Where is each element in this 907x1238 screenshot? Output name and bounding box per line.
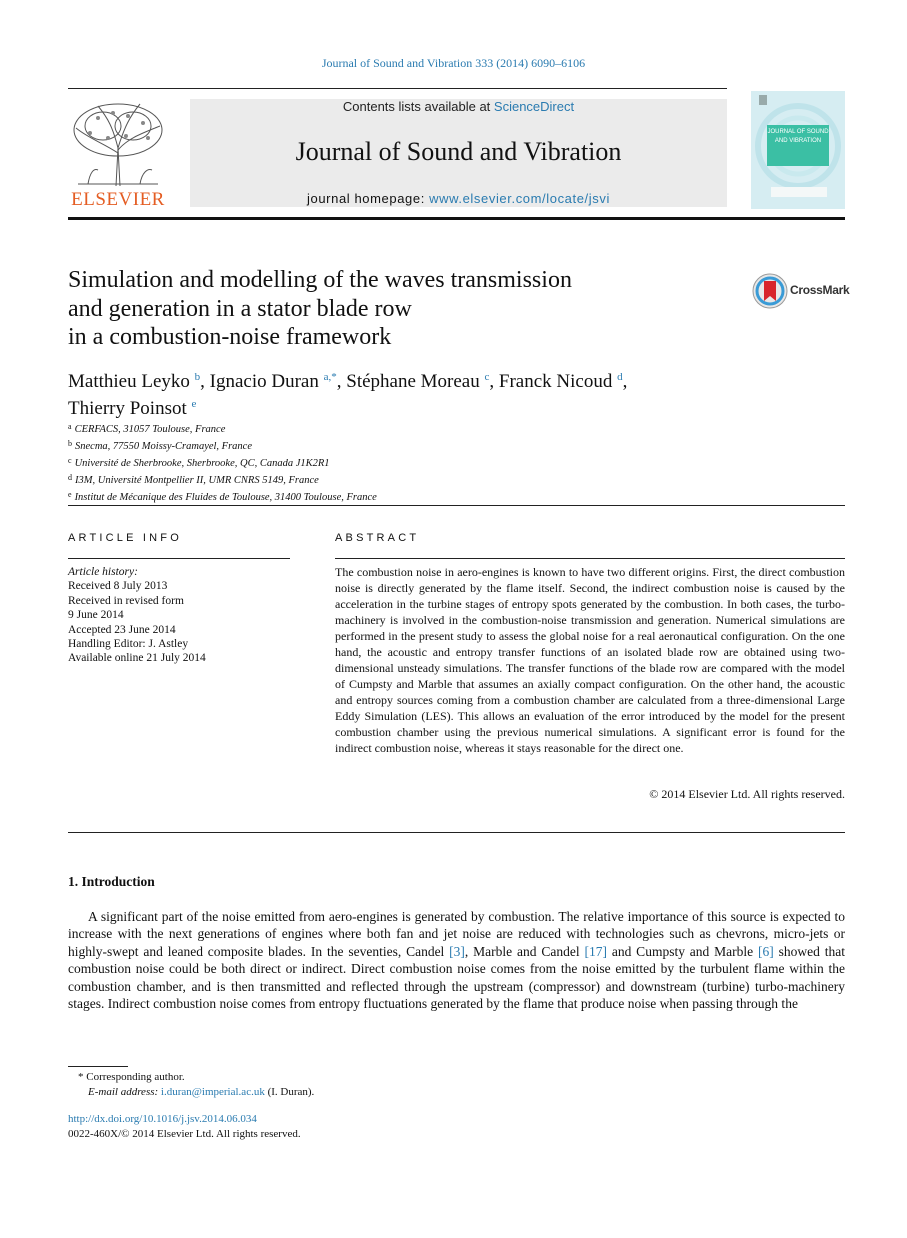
history-item: Accepted 23 June 2014 (68, 623, 176, 636)
contents-label: Contents lists available at (342, 99, 494, 114)
history-item: Received 8 July 2013 (68, 580, 168, 593)
sciencedirect-link[interactable]: ScienceDirect (493, 99, 575, 114)
affiliation-key: c (68, 456, 72, 465)
title-line: Simulation and modelling of the waves transmission (68, 267, 572, 293)
affiliation-key: d (68, 473, 72, 482)
doi-block (68, 1112, 301, 1141)
author-affil-marker[interactable]: b (194, 371, 201, 383)
author-name[interactable]: Stéphane Moreau (346, 371, 480, 392)
author-separator: , (336, 371, 347, 392)
affiliation (68, 488, 768, 505)
history-label: Article history: (68, 566, 138, 578)
elsevier-tree-icon (68, 98, 168, 188)
homepage-label: journal homepage: (307, 191, 430, 206)
reference-link[interactable]: [17] (584, 943, 607, 959)
author-separator: , (200, 371, 210, 392)
crossmark-icon (752, 273, 788, 309)
journal-header-box (190, 99, 727, 207)
body-text: , Marble and Candel (464, 943, 585, 959)
history-item: 9 June 2014 (68, 609, 124, 622)
affiliation-text: I3M, Université Montpellier II, UMR CNRS 5149, France (75, 475, 319, 486)
author-name[interactable]: Ignacio Duran (209, 371, 319, 392)
article-info-rule (68, 558, 290, 559)
introduction-paragraph (68, 908, 845, 1012)
email-label: E-mail address: (88, 1085, 159, 1098)
author-name[interactable]: Franck Nicoud (498, 371, 613, 392)
body-text: A significant part of the noise emitted from aero-engines is generated by combustion. The relative importance of this source is expected to increase with the next generations of engines where both fan and jet noise are reduced with technologies such as chevrons, micro-jets or highly-swept and leaned composite blades. In the seventies, Candel (68, 909, 845, 959)
introduction-heading: 1. Introduction (68, 874, 155, 889)
affiliation-text: Université de Sherbrooke, Sherbrooke, QC, Canada J1K2R1 (74, 458, 330, 469)
author-name[interactable]: Thierry Poinsot (68, 398, 187, 419)
article-history (68, 565, 288, 666)
doi-link[interactable]: http://dx.doi.org/10.1016/j.jsv.2014.06.034 (68, 1113, 257, 1125)
affiliation (68, 454, 768, 471)
abstract-copyright: © 2014 Elsevier Ltd. All rights reserved. (649, 787, 845, 801)
journal-title: Journal of Sound and Vibration (295, 137, 622, 166)
header-divider (68, 217, 845, 220)
journal-cover-thumbnail[interactable] (751, 91, 845, 209)
affiliation-key: a (68, 422, 72, 431)
journal-citation[interactable]: Journal of Sound and Vibration 333 (2014) 6090–6106 (321, 56, 586, 70)
article-info-heading: ARTICLE INFO (68, 532, 182, 544)
abstract-text: The combustion noise in aero-engines is known to have two different origins. First, the direct combustion noise is directly generated by the flame itself. Second, the indirect combustion noise is caused by the acceleration in the turbine stages of entropy spots generated by the combustion. In both cases, the turbo-machinery is involved in the combustion-noise transmission and generation. Numerical simulations are performed in the present study to assess the global noise for a real aeronautical configuration. On the one hand, the acoustic and entropy transfer functions of an isolated blade row are obtained using two-dimensional unsteady simulations. The transfer functions of the blade row are compared with the model of Cumpsty and Marble that assumes an axially compact configuration. On the other hand, the acoustic and entropy sources coming from a combustion chamber are calculated from a three-dimensional Large Eddy Simulation (LES). This allows an evaluation of the error introduced by the model for the present combustion chamber using the previous numerical simulations. A significant error is found for the indirect combustion noise, whereas it stays reasonable for the direct one. (335, 565, 845, 755)
author-name[interactable]: Matthieu Leyko (68, 371, 190, 392)
reference-link[interactable]: [3] (449, 943, 465, 959)
affiliation-text: Institut de Mécanique des Fluides de Toulouse, 31400 Toulouse, France (74, 492, 377, 503)
affiliation (68, 471, 768, 488)
abstract-heading: ABSTRACT (335, 532, 420, 544)
affiliation-list (68, 420, 768, 505)
affiliation (68, 420, 768, 437)
title-line: in a combustion-noise framework (68, 324, 392, 350)
affiliation (68, 437, 768, 454)
author-affil-marker[interactable]: a,* (323, 371, 337, 383)
abstract-end-rule (68, 832, 845, 833)
email-suffix: (I. Duran). (264, 1085, 315, 1098)
crossmark-label: CrossMark (790, 283, 850, 297)
body-text: showed that combustion noise could be both direct or indirect. Direct combustion noise comes from the noise emitted by the turbulent flame within the combustion chamber, and is then transmitted and reflected through the upstream (compressor) and downstream (turbine) turbo-machinery stages. Indirect combustion noise comes from entropy fluctuations generated by the flame that produce noise when passing through the (68, 943, 845, 1012)
author-affil-marker[interactable]: c (484, 371, 490, 383)
reference-link[interactable]: [6] (758, 943, 774, 959)
affiliation-text: Snecma, 77550 Moissy-Cramayel, France (75, 441, 253, 452)
history-item: Available online 21 July 2014 (68, 652, 206, 665)
affiliation-key: b (68, 439, 72, 448)
crossmark-badge[interactable] (752, 273, 852, 307)
corresponding-author-note: * Corresponding author. (78, 1071, 185, 1083)
article-title (68, 266, 708, 352)
author-affil-marker[interactable]: d (617, 371, 623, 383)
author-separator: , (622, 371, 628, 392)
contents-line (190, 99, 727, 114)
homepage-link[interactable]: www.elsevier.com/locate/jsvi (429, 191, 610, 206)
history-item: Handling Editor: J. Astley (68, 638, 189, 651)
homepage-line (190, 191, 727, 206)
email-note (68, 1085, 314, 1100)
elsevier-logo[interactable] (68, 98, 168, 210)
cover-title: JOURNAL OF SOUND AND VIBRATION (767, 125, 829, 166)
title-line: and generation in a stator blade row (68, 295, 412, 322)
affiliation-text: CERFACS, 31057 Toulouse, France (74, 424, 226, 435)
email-link[interactable]: i.duran@imperial.ac.uk (160, 1085, 265, 1098)
footnote-rule (68, 1066, 128, 1067)
body-text: and Cumpsty and Marble (606, 943, 759, 959)
history-item: Received in revised form (68, 594, 184, 607)
issn-copyright: 0022-460X/© 2014 Elsevier Ltd. All rights reserved. (68, 1127, 301, 1140)
author-list (68, 366, 788, 420)
publisher-name: ELSEVIER (71, 189, 165, 210)
section-divider (68, 505, 845, 506)
author-separator: , (489, 371, 499, 392)
author-affil-marker[interactable]: e (191, 398, 197, 410)
abstract-rule (335, 558, 845, 559)
footnotes (68, 1070, 314, 1099)
affiliation-key: e (68, 490, 72, 499)
header-rule (68, 88, 727, 89)
